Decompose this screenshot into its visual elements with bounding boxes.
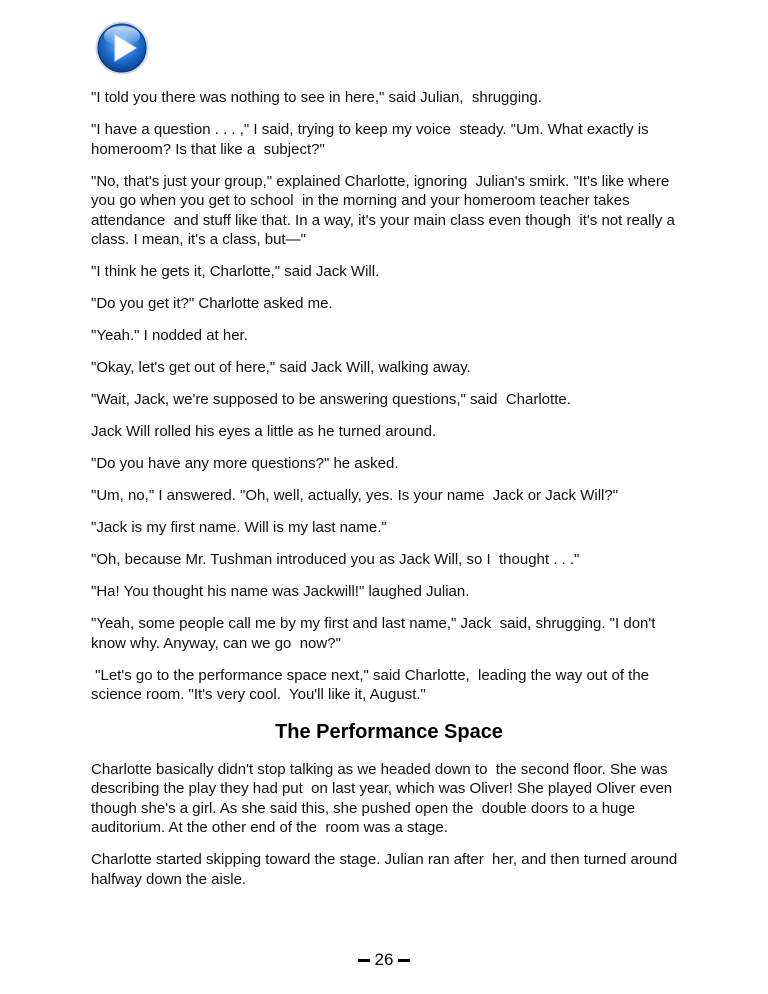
paragraph: "Ha! You thought his name was Jackwill!" laughed Julian. [91,583,470,600]
paragraph: Charlotte basically didn't stop talking as we headed down to the second floor. She was describing the play they had put on last year, which was Oliver! She played Oliver even though she's a girl. As she said this, she pushed open the double doors to a huge auditorium. At the other end of the room was a stage. [91,760,677,836]
paragraph: Jack Will rolled his eyes a little as he turned around. [91,423,437,440]
paragraph: "Okay, let's get out of here," said Jack Will, walking away. [91,359,471,376]
paragraph: "Oh, because Mr. Tushman introduced you as Jack Will, so I thought . . ." [91,551,580,568]
paragraph: "Um, no," I answered. "Oh, well, actually, yes. Is your name Jack or Jack Will?" [91,487,619,504]
section-heading: The Performance Space [275,720,503,743]
paragraph: "No, that's just your group," explained Charlotte, ignoring Julian's smirk. "It's like where you go when you get to school in the morning and your homeroom teacher takes attendance and stuff like that. In a way, it's your main class even though it's not really a class. I mean, it's a class, but—" [91,172,679,248]
paragraph: "I have a question . . . ," I said, trying to keep my voice steady. "Um. What exactly is homeroom? Is that like a subject?" [91,121,653,158]
paragraph: "Do you get it?" Charlotte asked me. [91,295,333,312]
paragraph: "Let's go to the performance space next," said Charlotte, leading the way out of the science room. "It's very cool. You'll like it, August." [91,666,654,703]
page-footer [0,948,768,972]
paragraph: "Yeah, some people call me by my first and last name," Jack said, shrugging. "I don't know why. Anyway, can we go now?" [91,615,660,652]
paragraph: Charlotte started skipping toward the stage. Julian ran after her, and then turned around halfway down the aisle. [91,851,682,888]
paragraph: "Yeah." I nodded at her. [91,327,248,344]
paragraph: "Jack is my first name. Will is my last name." [91,519,387,536]
footer-dash-right [398,959,410,962]
page-text [91,88,687,902]
paragraph: "Wait, Jack, we're supposed to be answering questions," said Charlotte. [91,391,571,408]
paragraph: "Do you have any more questions?" he asked. [91,455,399,472]
paragraph: "I told you there was nothing to see in here," said Julian, shrugging. [91,89,542,106]
play-icon [94,20,150,76]
footer-dash-left [358,959,370,962]
page-number: 26 [374,950,394,969]
play-button[interactable] [94,20,150,76]
paragraph: "I think he gets it, Charlotte," said Jack Will. [91,263,380,280]
